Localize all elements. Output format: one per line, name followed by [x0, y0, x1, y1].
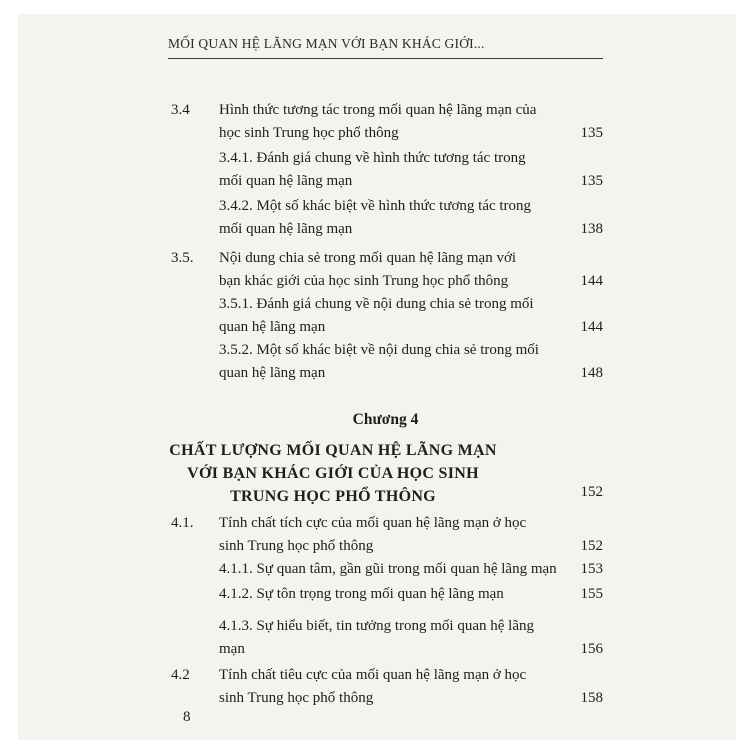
toc-entry-text: 3.4.1. Đánh giá chung về hình thức tương tác trong mối quan hệ lãng mạn [219, 150, 526, 189]
toc-entry-text: Nội dung chia sẻ trong mối quan hệ lãng mạn với bạn khác giới của học sinh Trung học phổ thông [219, 250, 517, 289]
toc-entry-text: 4.1.3. Sự hiểu biết, tin tưởng trong mối quan hệ lãng mạn [219, 618, 534, 657]
toc-entry-page: 135 [580, 125, 603, 141]
toc-entry-page: 156 [580, 641, 603, 657]
toc-entry-page: 153 [580, 561, 603, 577]
toc-entry-number: 4.2 [171, 667, 190, 683]
toc-entry-page: 135 [580, 173, 603, 189]
toc-entry-page: 148 [580, 365, 603, 381]
running-header: MỐI QUAN HỆ LÃNG MẠN VỚI BẠN KHÁC GIỚI... [168, 36, 603, 59]
chapter-title: CHẤT LƯỢNG MỐI QUAN HỆ LÃNG MẠN VỚI BẠN KHÁC GIỚI CỦA HỌC SINH TRUNG HỌC PHỔ THÔNG [169, 442, 497, 505]
toc-entry-number: 3.4 [171, 102, 190, 118]
page-number: 8 [183, 709, 191, 725]
chapter-label: Chương 4 [352, 411, 419, 428]
toc-entry-page: 152 [580, 538, 603, 554]
toc-entry-text: Hình thức tương tác trong mối quan hệ lãng mạn của học sinh Trung học phổ thông [219, 102, 537, 141]
toc-entry-text: 4.1.2. Sự tôn trọng trong mối quan hệ lãng mạn [219, 586, 504, 602]
toc-entry-text: 3.5.1. Đánh giá chung về nội dung chia sẻ trong mối quan hệ lãng mạn [219, 296, 534, 335]
toc-entry-text: 3.5.2. Một số khác biệt về nội dung chia sẻ trong mối quan hệ lãng mạn [219, 342, 539, 381]
toc-entry-text: 4.1.1. Sự quan tâm, gần gũi trong mối quan hệ lãng mạn [219, 561, 557, 577]
toc-entry-text: Tính chất tích cực của mối quan hệ lãng mạn ở học sinh Trung học phổ thông [219, 515, 527, 554]
toc-entries [18, 14, 736, 740]
toc-entry-text: 3.4.2. Một số khác biệt về hình thức tương tác trong mối quan hệ lãng mạn [219, 198, 532, 237]
toc-entry-page: 144 [580, 273, 603, 289]
book-page [18, 14, 736, 740]
toc-entry-page: 155 [580, 586, 603, 602]
toc-entry-page: 144 [580, 319, 603, 335]
toc-entry-number: 4.1. [171, 515, 194, 531]
toc-entry-page: 158 [580, 690, 603, 706]
toc-entry-text: Tính chất tiêu cực của mối quan hệ lãng mạn ở học sinh Trung học phổ thông [219, 667, 527, 706]
chapter-page: 152 [580, 484, 603, 500]
toc-entry-page: 138 [580, 221, 603, 237]
toc-entry-number: 3.5. [171, 250, 194, 266]
